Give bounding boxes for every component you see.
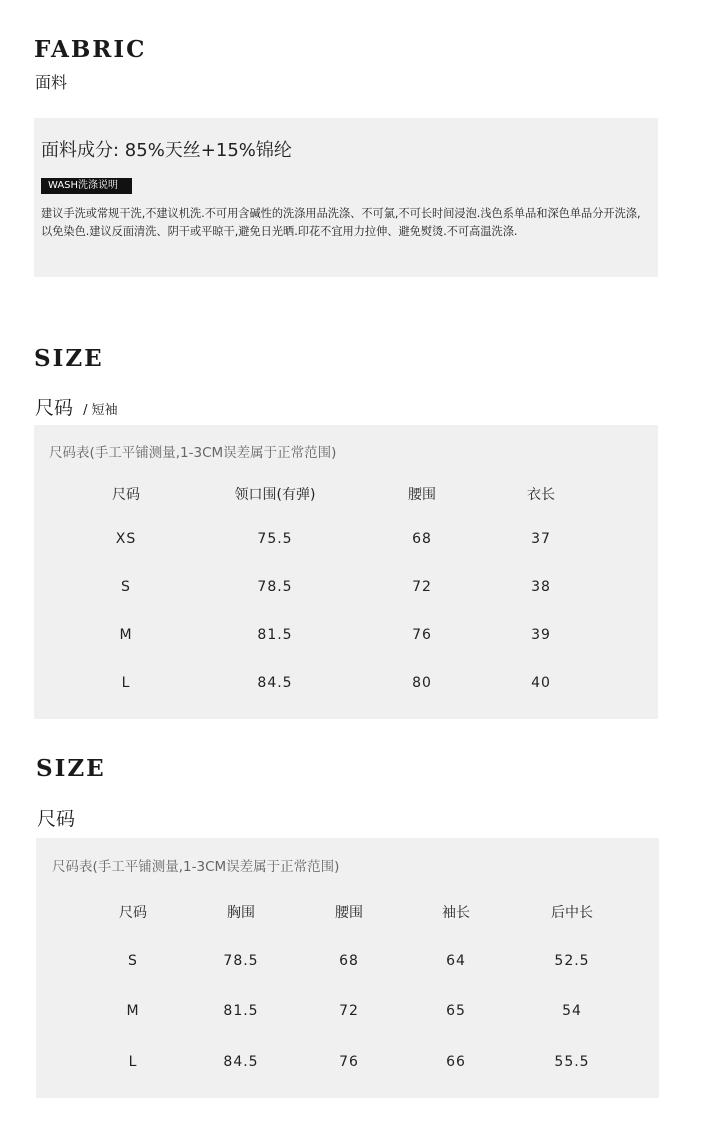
size2-header-cell: 胸围 xyxy=(227,905,255,921)
size1-header-cell: 领口围(有弹) xyxy=(234,487,316,503)
size2-title-cn: 尺码 xyxy=(37,808,76,830)
size2-table-cell: 78.5 xyxy=(223,953,259,969)
size1-header-cell: 衣长 xyxy=(527,487,555,503)
size2-table-cell: 65 xyxy=(446,1003,466,1019)
fabric-title-en: FABRIC xyxy=(34,36,147,63)
size1-title-cn-text: 尺码 xyxy=(35,397,74,419)
size1-table-cell: 72 xyxy=(412,579,432,595)
size1-table-cell: 75.5 xyxy=(257,531,293,547)
size1-table-cell: 39 xyxy=(531,627,551,643)
fabric-title-cn: 面料 xyxy=(35,73,68,92)
size2-table-cell: 81.5 xyxy=(223,1003,259,1019)
size1-table-cell: XS xyxy=(115,531,137,547)
size1-table-cell: 38 xyxy=(531,579,551,595)
size1-title-en: SIZE xyxy=(34,345,104,372)
size1-table-cell: 81.5 xyxy=(257,627,293,643)
size2-table-cell: M xyxy=(126,1003,140,1019)
size2-header-cell: 尺码 xyxy=(119,905,147,921)
size2-header-cell: 袖长 xyxy=(442,905,470,921)
size2-panel xyxy=(36,838,659,1098)
size1-subtitle: / 短袖 xyxy=(83,403,118,418)
size2-table-cell: 76 xyxy=(339,1054,359,1070)
size1-panel xyxy=(34,425,658,719)
size2-table-cell: S xyxy=(128,953,138,969)
size2-table-cell: 84.5 xyxy=(223,1054,259,1070)
size1-header-cell: 腰围 xyxy=(408,487,436,503)
size2-table-cell: 64 xyxy=(446,953,466,969)
size1-title-cn xyxy=(35,393,118,420)
size1-table-cell: S xyxy=(121,579,131,595)
size1-table-cell: M xyxy=(119,627,133,643)
size2-table-cell: 54 xyxy=(562,1003,582,1019)
fabric-composition: 面料成分: 85%天丝+15%锦纶 xyxy=(41,140,292,161)
size2-title-en: SIZE xyxy=(36,755,106,782)
size1-table-cell: 68 xyxy=(412,531,432,547)
size2-table-cell: L xyxy=(128,1054,138,1070)
size2-table-note: 尺码表(手工平铺测量,1-3CM误差属于正常范围) xyxy=(52,859,340,875)
wash-instructions: 建议手洗或常规干洗,不建议机洗.不可用含碱性的洗涤用品洗涤、不可氯,不可长时间浸泡.浅色系单品和深色单品分开洗涤,以免染色.建议反面清洗、阴干或平晾干,避免日光晒.印花不宜用力拉伸、避免熨烫.不可高温洗涤. xyxy=(41,207,641,238)
size1-header-cell: 尺码 xyxy=(112,487,140,503)
size1-table-cell: L xyxy=(121,675,131,691)
fabric-panel xyxy=(34,118,658,277)
size1-table-cell: 80 xyxy=(412,675,432,691)
size1-table-note: 尺码表(手工平铺测量,1-3CM误差属于正常范围) xyxy=(49,445,337,461)
size2-header-cell: 腰围 xyxy=(335,905,363,921)
size2-table-cell: 52.5 xyxy=(554,953,590,969)
size2-table-cell: 72 xyxy=(339,1003,359,1019)
size1-table-cell: 78.5 xyxy=(257,579,293,595)
size1-table-cell: 37 xyxy=(531,531,551,547)
size2-table-cell: 68 xyxy=(339,953,359,969)
size2-table-cell: 66 xyxy=(446,1054,466,1070)
size1-table-cell: 40 xyxy=(531,675,551,691)
size2-table-cell: 55.5 xyxy=(554,1054,590,1070)
wash-badge: WASH洗涤说明 xyxy=(41,178,132,194)
size1-table-cell: 76 xyxy=(412,627,432,643)
size1-table-cell: 84.5 xyxy=(257,675,293,691)
size2-header-cell: 后中长 xyxy=(551,905,593,921)
